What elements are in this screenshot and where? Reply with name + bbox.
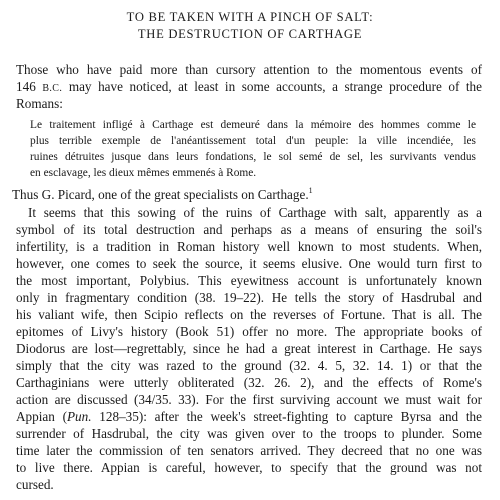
block-quote-line-1: Le traitement infligé à Carthage est demeuré dans la mémoire des hommes comme le <box>30 119 476 131</box>
work-title-pun: Pun. <box>66 409 92 424</box>
body-line-13-end: 128–35): after the week's street-fighting to capture Byrsa and the <box>91 409 483 424</box>
body-line-17: cursed. <box>16 477 54 492</box>
body-line-13 <box>16 409 482 425</box>
body-line-11: Carthaginians were utterly obliterated (32. 26. 2), and the effects of Rome's <box>16 375 482 390</box>
body-line-4: however, one comes to seek the source, it seems elusive. One would turn first to <box>16 256 482 271</box>
year: 146 <box>16 79 36 94</box>
body-line-12: action are discussed (34/35. 33). For the first surviving account we must wait for <box>16 392 482 407</box>
intro-line-3: Romans: <box>16 96 63 111</box>
block-quote-line-3: ruines détruites jusque dans leurs fondations, le sol semé de sel, les survivants vendus <box>30 151 476 163</box>
body-line-14: surrender of Hasdrubal, the city was given over to the troops to plunder. Some <box>16 426 482 441</box>
body-line-15: time later the commission of ten senators arrived. They decreed that no one was <box>16 443 482 458</box>
chapter-title-line-1: TO BE TAKEN WITH A PINCH OF SALT: <box>126 10 374 24</box>
block-quote-line-4: en esclavage, les dieux mêmes emmenés à Rome. <box>30 167 257 179</box>
block-quote-line-2: plus terrible exemple de l'anéantissement total d'un peuple: la ville incendiée, les <box>30 135 476 147</box>
body-line-13-start: Appian ( <box>16 409 67 424</box>
footnote-marker[interactable]: 1 <box>308 186 313 195</box>
body-line-1: It seems that this sowing of the ruins of Carthage with salt, apparently as a <box>28 205 482 220</box>
body-line-16: to live there. Appian is careful, however, to specify that the ground was not <box>16 460 482 475</box>
attribution-line <box>12 187 478 203</box>
intro-line-2 <box>16 79 482 97</box>
intro-line-1: Those who have paid more than cursory attention to the momentous events of <box>16 62 482 77</box>
era-abbreviation: B.C. <box>42 83 63 94</box>
body-line-8: epitomes of Livy's history (Book 51) offer no more. The appropriate books of <box>16 324 482 339</box>
body-line-10: simply that the city was razed to the ground (32. 4. 5, 32. 14. 1) or that the <box>16 358 482 373</box>
body-line-3: infertility, is a tradition in Roman history well known to most students. When, <box>16 239 482 254</box>
body-line-9: Diodorus are lost—regrettably, since he had a great interest in Carthage. He says <box>16 341 482 356</box>
body-line-7: his valiant wife, then Scipio reflects on the reverses of Fortune. That is all. The <box>16 307 482 322</box>
body-line-2: symbol of its total destruction and perhaps as a means of ensuring the soil's <box>16 222 482 237</box>
attribution-text: Thus G. Picard, one of the great specialists on Carthage. <box>12 187 309 202</box>
intro-line-2-rest: may have noticed, at least in some accounts, a strange procedure of the <box>62 79 483 94</box>
body-line-6: only in fragmentary condition (38. 19–22). He tells the story of Hasdrubal and <box>16 290 482 305</box>
body-line-5: the most important, Polybius. This eyewitness account is unfortunately known <box>16 273 482 288</box>
chapter-title-line-2: THE DESTRUCTION OF CARTHAGE <box>137 27 363 41</box>
